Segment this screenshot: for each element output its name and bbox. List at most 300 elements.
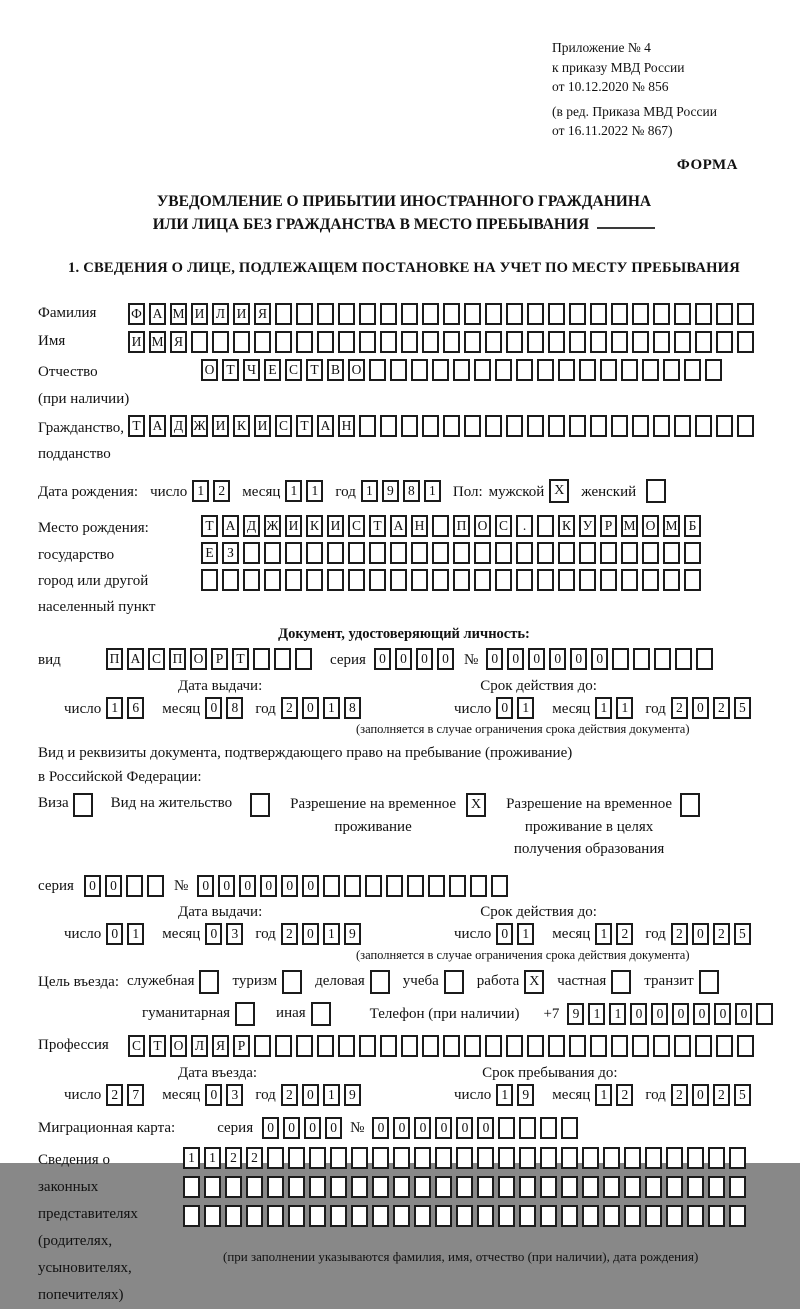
form-cell[interactable]: О xyxy=(348,359,365,381)
form-cell[interactable]: М xyxy=(149,331,166,353)
form-cell[interactable] xyxy=(225,1176,242,1198)
form-cell[interactable] xyxy=(506,331,523,353)
form-cell[interactable] xyxy=(696,648,713,670)
form-cell[interactable] xyxy=(204,1176,221,1198)
form-cell[interactable]: 2 xyxy=(106,1084,123,1106)
form-cell[interactable] xyxy=(716,415,733,437)
form-cell[interactable]: 0 xyxy=(84,875,101,897)
form-cell[interactable] xyxy=(495,359,512,381)
form-cell[interactable]: 0 xyxy=(205,697,222,719)
form-cell[interactable]: Р xyxy=(211,648,228,670)
form-cell[interactable]: 1 xyxy=(517,697,534,719)
form-cell[interactable]: Т xyxy=(149,1035,166,1057)
form-cell[interactable] xyxy=(653,331,670,353)
form-cell[interactable] xyxy=(666,1205,683,1227)
form-cell[interactable]: Р xyxy=(233,1035,250,1057)
form-cell[interactable] xyxy=(663,359,680,381)
form-cell[interactable]: 0 xyxy=(197,875,214,897)
form-cell[interactable] xyxy=(527,415,544,437)
form-cell[interactable]: 0 xyxy=(437,648,454,670)
form-cell[interactable]: 0 xyxy=(477,1117,494,1139)
form-cell[interactable]: Е xyxy=(264,359,281,381)
form-cell[interactable] xyxy=(621,359,638,381)
form-cell[interactable] xyxy=(311,1002,331,1026)
form-cell[interactable]: 0 xyxy=(205,923,222,945)
form-cell[interactable]: М xyxy=(621,515,638,537)
form-cell[interactable] xyxy=(246,1176,263,1198)
form-cell[interactable]: О xyxy=(642,515,659,537)
form-cell[interactable] xyxy=(330,1176,347,1198)
form-cell[interactable]: 1 xyxy=(616,697,633,719)
form-cell[interactable] xyxy=(632,303,649,325)
form-cell[interactable] xyxy=(285,569,302,591)
form-cell[interactable] xyxy=(666,1176,683,1198)
form-cell[interactable]: 2 xyxy=(671,1084,688,1106)
form-cell[interactable] xyxy=(474,542,491,564)
form-cell[interactable]: А xyxy=(127,648,144,670)
form-cell[interactable] xyxy=(235,1002,255,1026)
form-cell[interactable] xyxy=(275,331,292,353)
form-cell[interactable] xyxy=(485,415,502,437)
form-cell[interactable]: К xyxy=(306,515,323,537)
form-cell[interactable]: 9 xyxy=(517,1084,534,1106)
form-cell[interactable] xyxy=(323,875,340,897)
form-cell[interactable] xyxy=(695,415,712,437)
form-cell[interactable] xyxy=(432,542,449,564)
form-cell[interactable]: X xyxy=(549,479,569,503)
form-cell[interactable] xyxy=(464,415,481,437)
form-cell[interactable] xyxy=(699,970,719,994)
form-cell[interactable] xyxy=(422,415,439,437)
form-cell[interactable] xyxy=(369,359,386,381)
form-cell[interactable]: 0 xyxy=(528,648,545,670)
form-cell[interactable] xyxy=(519,1147,536,1169)
form-cell[interactable] xyxy=(527,303,544,325)
form-cell[interactable] xyxy=(225,1205,242,1227)
form-cell[interactable]: М xyxy=(170,303,187,325)
form-cell[interactable] xyxy=(519,1117,536,1139)
form-cell[interactable] xyxy=(756,1003,773,1025)
form-cell[interactable]: О xyxy=(190,648,207,670)
form-cell[interactable] xyxy=(716,303,733,325)
form-cell[interactable] xyxy=(561,1147,578,1169)
form-cell[interactable] xyxy=(386,875,403,897)
form-cell[interactable]: С xyxy=(348,515,365,537)
form-cell[interactable] xyxy=(653,1035,670,1057)
form-cell[interactable]: 3 xyxy=(226,923,243,945)
form-cell[interactable]: В xyxy=(327,359,344,381)
form-cell[interactable] xyxy=(548,331,565,353)
form-cell[interactable] xyxy=(675,648,692,670)
form-cell[interactable] xyxy=(456,1176,473,1198)
form-cell[interactable] xyxy=(687,1176,704,1198)
form-cell[interactable] xyxy=(611,303,628,325)
form-cell[interactable] xyxy=(674,415,691,437)
form-cell[interactable] xyxy=(351,1147,368,1169)
form-cell[interactable] xyxy=(611,1035,628,1057)
form-cell[interactable]: 1 xyxy=(106,697,123,719)
form-cell[interactable]: 0 xyxy=(591,648,608,670)
form-cell[interactable]: Н xyxy=(338,415,355,437)
form-cell[interactable] xyxy=(495,542,512,564)
form-cell[interactable] xyxy=(485,1035,502,1057)
form-cell[interactable]: 0 xyxy=(507,648,524,670)
form-cell[interactable] xyxy=(633,648,650,670)
form-cell[interactable] xyxy=(359,415,376,437)
form-cell[interactable] xyxy=(674,303,691,325)
form-cell[interactable] xyxy=(250,793,270,817)
form-cell[interactable] xyxy=(330,1205,347,1227)
form-cell[interactable] xyxy=(253,648,270,670)
form-cell[interactable]: И xyxy=(327,515,344,537)
form-cell[interactable]: 0 xyxy=(325,1117,342,1139)
form-cell[interactable]: 2 xyxy=(713,923,730,945)
form-cell[interactable] xyxy=(600,569,617,591)
form-cell[interactable]: Т xyxy=(296,415,313,437)
form-cell[interactable]: С xyxy=(495,515,512,537)
form-cell[interactable] xyxy=(275,1035,292,1057)
form-cell[interactable]: 1 xyxy=(192,480,209,502)
form-cell[interactable] xyxy=(444,970,464,994)
form-cell[interactable] xyxy=(540,1117,557,1139)
form-cell[interactable]: Т xyxy=(222,359,239,381)
form-cell[interactable]: П xyxy=(453,515,470,537)
form-cell[interactable]: И xyxy=(285,515,302,537)
form-cell[interactable] xyxy=(338,303,355,325)
form-cell[interactable] xyxy=(285,542,302,564)
form-cell[interactable] xyxy=(477,1205,494,1227)
form-cell[interactable] xyxy=(477,1176,494,1198)
form-cell[interactable]: 0 xyxy=(205,1084,222,1106)
form-cell[interactable] xyxy=(506,415,523,437)
form-cell[interactable]: Р xyxy=(600,515,617,537)
form-cell[interactable] xyxy=(569,1035,586,1057)
form-cell[interactable] xyxy=(443,1035,460,1057)
form-cell[interactable]: X xyxy=(524,970,544,994)
form-cell[interactable]: 1 xyxy=(323,1084,340,1106)
form-cell[interactable]: 1 xyxy=(127,923,144,945)
form-cell[interactable] xyxy=(422,331,439,353)
form-cell[interactable] xyxy=(317,331,334,353)
form-cell[interactable]: 0 xyxy=(692,923,709,945)
form-cell[interactable] xyxy=(579,359,596,381)
form-cell[interactable] xyxy=(338,1035,355,1057)
form-cell[interactable] xyxy=(296,303,313,325)
form-cell[interactable] xyxy=(519,1176,536,1198)
form-cell[interactable] xyxy=(474,359,491,381)
form-cell[interactable] xyxy=(365,875,382,897)
form-cell[interactable]: Ф xyxy=(128,303,145,325)
form-cell[interactable]: 2 xyxy=(671,923,688,945)
form-cell[interactable] xyxy=(632,415,649,437)
form-cell[interactable] xyxy=(632,331,649,353)
form-cell[interactable] xyxy=(582,1176,599,1198)
form-cell[interactable] xyxy=(695,1035,712,1057)
form-cell[interactable]: 1 xyxy=(306,480,323,502)
form-cell[interactable]: 2 xyxy=(281,1084,298,1106)
form-cell[interactable]: И xyxy=(128,331,145,353)
form-cell[interactable]: 0 xyxy=(651,1003,668,1025)
form-cell[interactable] xyxy=(306,542,323,564)
form-cell[interactable] xyxy=(274,648,291,670)
form-cell[interactable]: Е xyxy=(201,542,218,564)
form-cell[interactable] xyxy=(612,648,629,670)
form-cell[interactable]: 0 xyxy=(239,875,256,897)
form-cell[interactable] xyxy=(443,331,460,353)
form-cell[interactable] xyxy=(126,875,143,897)
form-cell[interactable]: А xyxy=(149,303,166,325)
form-cell[interactable] xyxy=(351,1176,368,1198)
form-cell[interactable]: 0 xyxy=(672,1003,689,1025)
form-cell[interactable]: О xyxy=(170,1035,187,1057)
form-cell[interactable]: А xyxy=(149,415,166,437)
form-cell[interactable] xyxy=(498,1117,515,1139)
form-cell[interactable] xyxy=(393,1205,410,1227)
form-cell[interactable] xyxy=(611,331,628,353)
form-cell[interactable] xyxy=(624,1205,641,1227)
form-cell[interactable]: Ж xyxy=(264,515,281,537)
form-cell[interactable]: 0 xyxy=(302,875,319,897)
form-cell[interactable] xyxy=(401,303,418,325)
form-cell[interactable] xyxy=(737,415,754,437)
form-cell[interactable]: 0 xyxy=(414,1117,431,1139)
form-cell[interactable]: 5 xyxy=(734,697,751,719)
form-cell[interactable] xyxy=(201,569,218,591)
form-cell[interactable]: 9 xyxy=(567,1003,584,1025)
form-cell[interactable] xyxy=(548,1035,565,1057)
form-cell[interactable]: 0 xyxy=(106,923,123,945)
form-cell[interactable]: Т xyxy=(128,415,145,437)
form-cell[interactable]: У xyxy=(579,515,596,537)
form-cell[interactable] xyxy=(674,331,691,353)
form-cell[interactable] xyxy=(464,331,481,353)
form-cell[interactable] xyxy=(393,1147,410,1169)
form-cell[interactable] xyxy=(642,542,659,564)
form-cell[interactable] xyxy=(569,331,586,353)
form-cell[interactable] xyxy=(654,648,671,670)
form-cell[interactable]: Л xyxy=(191,1035,208,1057)
form-cell[interactable] xyxy=(540,1176,557,1198)
form-cell[interactable] xyxy=(477,1147,494,1169)
form-cell[interactable] xyxy=(414,1176,431,1198)
form-cell[interactable] xyxy=(401,331,418,353)
form-cell[interactable] xyxy=(351,1205,368,1227)
form-cell[interactable]: 7 xyxy=(127,1084,144,1106)
form-cell[interactable] xyxy=(422,303,439,325)
form-cell[interactable]: С xyxy=(128,1035,145,1057)
form-cell[interactable] xyxy=(453,569,470,591)
form-cell[interactable] xyxy=(506,1035,523,1057)
form-cell[interactable]: 2 xyxy=(225,1147,242,1169)
form-cell[interactable] xyxy=(327,542,344,564)
form-cell[interactable] xyxy=(372,1176,389,1198)
form-cell[interactable] xyxy=(708,1147,725,1169)
form-cell[interactable]: 0 xyxy=(486,648,503,670)
form-cell[interactable]: Т xyxy=(232,648,249,670)
form-cell[interactable] xyxy=(267,1147,284,1169)
form-cell[interactable] xyxy=(498,1205,515,1227)
form-cell[interactable] xyxy=(653,415,670,437)
form-cell[interactable] xyxy=(485,331,502,353)
form-cell[interactable]: 1 xyxy=(595,697,612,719)
form-cell[interactable]: Т xyxy=(201,515,218,537)
form-cell[interactable]: 1 xyxy=(609,1003,626,1025)
form-cell[interactable] xyxy=(204,1205,221,1227)
form-cell[interactable] xyxy=(393,1176,410,1198)
form-cell[interactable] xyxy=(663,569,680,591)
form-cell[interactable]: Б xyxy=(684,515,701,537)
form-cell[interactable] xyxy=(548,415,565,437)
form-cell[interactable] xyxy=(729,1147,746,1169)
form-cell[interactable] xyxy=(288,1176,305,1198)
form-cell[interactable] xyxy=(370,970,390,994)
form-cell[interactable] xyxy=(369,569,386,591)
form-cell[interactable]: 9 xyxy=(344,1084,361,1106)
form-cell[interactable]: 1 xyxy=(595,923,612,945)
form-cell[interactable] xyxy=(296,1035,313,1057)
form-cell[interactable]: 0 xyxy=(549,648,566,670)
form-cell[interactable]: 0 xyxy=(692,1084,709,1106)
form-cell[interactable]: 0 xyxy=(416,648,433,670)
form-cell[interactable] xyxy=(453,542,470,564)
form-cell[interactable] xyxy=(695,303,712,325)
form-cell[interactable]: 1 xyxy=(361,480,378,502)
form-cell[interactable]: 2 xyxy=(246,1147,263,1169)
form-cell[interactable] xyxy=(390,542,407,564)
form-cell[interactable] xyxy=(428,875,445,897)
form-cell[interactable] xyxy=(569,303,586,325)
form-cell[interactable] xyxy=(443,303,460,325)
form-cell[interactable] xyxy=(687,1147,704,1169)
form-cell[interactable]: И xyxy=(212,415,229,437)
form-cell[interactable] xyxy=(603,1205,620,1227)
form-cell[interactable] xyxy=(527,331,544,353)
form-cell[interactable]: 2 xyxy=(713,1084,730,1106)
form-cell[interactable] xyxy=(611,415,628,437)
form-cell[interactable] xyxy=(470,875,487,897)
form-cell[interactable]: X xyxy=(466,793,486,817)
form-cell[interactable]: Л xyxy=(212,303,229,325)
form-cell[interactable] xyxy=(561,1205,578,1227)
form-cell[interactable] xyxy=(653,303,670,325)
form-cell[interactable] xyxy=(401,1035,418,1057)
form-cell[interactable] xyxy=(443,415,460,437)
form-cell[interactable]: 8 xyxy=(226,697,243,719)
form-cell[interactable] xyxy=(407,875,424,897)
form-cell[interactable] xyxy=(569,415,586,437)
form-cell[interactable] xyxy=(338,331,355,353)
form-cell[interactable]: 0 xyxy=(735,1003,752,1025)
form-cell[interactable] xyxy=(348,542,365,564)
form-cell[interactable] xyxy=(264,569,281,591)
form-cell[interactable] xyxy=(561,1176,578,1198)
form-cell[interactable]: 1 xyxy=(588,1003,605,1025)
form-cell[interactable] xyxy=(684,569,701,591)
form-cell[interactable] xyxy=(582,1205,599,1227)
form-cell[interactable] xyxy=(603,1176,620,1198)
form-cell[interactable] xyxy=(435,1205,452,1227)
form-cell[interactable] xyxy=(267,1176,284,1198)
form-cell[interactable]: И xyxy=(254,415,271,437)
form-cell[interactable] xyxy=(380,331,397,353)
form-cell[interactable] xyxy=(684,359,701,381)
form-cell[interactable] xyxy=(183,1176,200,1198)
form-cell[interactable] xyxy=(369,542,386,564)
form-cell[interactable]: А xyxy=(317,415,334,437)
form-cell[interactable] xyxy=(449,875,466,897)
form-cell[interactable] xyxy=(516,359,533,381)
form-cell[interactable] xyxy=(540,1147,557,1169)
form-cell[interactable] xyxy=(558,569,575,591)
form-cell[interactable] xyxy=(456,1205,473,1227)
form-cell[interactable]: Ч xyxy=(243,359,260,381)
form-cell[interactable] xyxy=(590,303,607,325)
form-cell[interactable] xyxy=(275,303,292,325)
form-cell[interactable] xyxy=(729,1205,746,1227)
form-cell[interactable]: Я xyxy=(170,331,187,353)
form-cell[interactable] xyxy=(705,359,722,381)
form-cell[interactable]: 2 xyxy=(213,480,230,502)
form-cell[interactable] xyxy=(558,542,575,564)
form-cell[interactable] xyxy=(233,331,250,353)
form-cell[interactable] xyxy=(327,569,344,591)
form-cell[interactable] xyxy=(380,303,397,325)
form-cell[interactable] xyxy=(414,1147,431,1169)
form-cell[interactable]: 0 xyxy=(692,697,709,719)
form-cell[interactable] xyxy=(498,1147,515,1169)
form-cell[interactable]: 0 xyxy=(570,648,587,670)
form-cell[interactable] xyxy=(359,303,376,325)
form-cell[interactable]: 0 xyxy=(393,1117,410,1139)
form-cell[interactable]: 2 xyxy=(616,923,633,945)
form-cell[interactable] xyxy=(603,1147,620,1169)
form-cell[interactable]: 0 xyxy=(714,1003,731,1025)
form-cell[interactable] xyxy=(73,793,93,817)
form-cell[interactable]: И xyxy=(233,303,250,325)
form-cell[interactable]: П xyxy=(169,648,186,670)
form-cell[interactable]: 1 xyxy=(204,1147,221,1169)
form-cell[interactable]: 9 xyxy=(344,923,361,945)
form-cell[interactable]: 0 xyxy=(283,1117,300,1139)
form-cell[interactable]: С xyxy=(148,648,165,670)
form-cell[interactable] xyxy=(737,1035,754,1057)
form-cell[interactable] xyxy=(674,1035,691,1057)
form-cell[interactable]: Т xyxy=(369,515,386,537)
form-cell[interactable]: 9 xyxy=(382,480,399,502)
form-cell[interactable]: П xyxy=(106,648,123,670)
form-cell[interactable] xyxy=(432,359,449,381)
form-cell[interactable] xyxy=(737,331,754,353)
form-cell[interactable] xyxy=(254,1035,271,1057)
form-cell[interactable] xyxy=(708,1205,725,1227)
form-cell[interactable]: 1 xyxy=(496,1084,513,1106)
form-cell[interactable] xyxy=(282,970,302,994)
form-cell[interactable]: 0 xyxy=(456,1117,473,1139)
form-cell[interactable] xyxy=(642,359,659,381)
form-cell[interactable] xyxy=(411,542,428,564)
form-cell[interactable]: 1 xyxy=(323,697,340,719)
form-cell[interactable] xyxy=(621,542,638,564)
form-cell[interactable] xyxy=(632,1035,649,1057)
form-cell[interactable] xyxy=(359,331,376,353)
form-cell[interactable] xyxy=(537,569,554,591)
form-cell[interactable]: К xyxy=(558,515,575,537)
form-cell[interactable] xyxy=(600,359,617,381)
form-cell[interactable] xyxy=(288,1205,305,1227)
form-cell[interactable]: 2 xyxy=(671,697,688,719)
form-cell[interactable] xyxy=(645,1176,662,1198)
form-cell[interactable]: Ж xyxy=(191,415,208,437)
